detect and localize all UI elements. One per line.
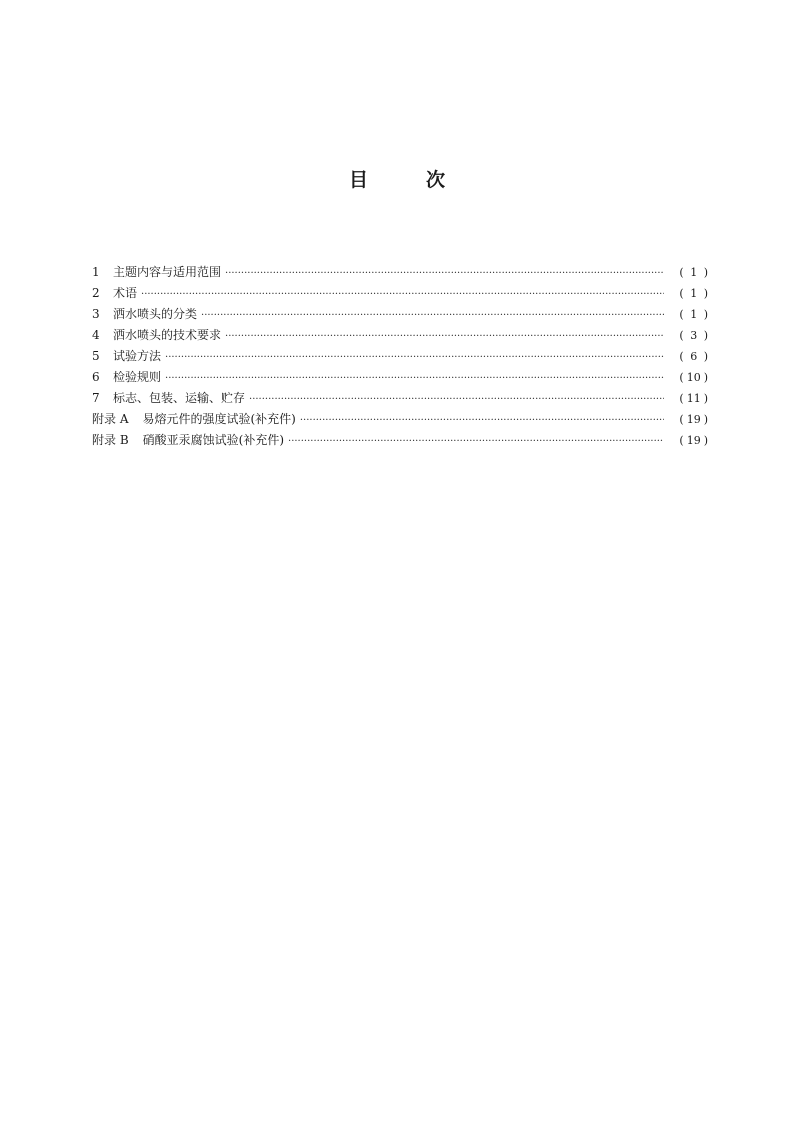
toc-entry-number: 1	[92, 265, 100, 279]
toc-leader-dots	[225, 263, 664, 284]
toc-entry-page: ( 1 )	[679, 266, 708, 279]
toc-entry-title: 洒水喷头的技术要求	[113, 328, 222, 342]
toc-entry-title: 主题内容与适用范围	[113, 265, 222, 279]
toc-entry[interactable]	[92, 409, 708, 430]
toc-entry-page: ( 11 )	[679, 392, 708, 405]
toc-entry-number: 7	[92, 391, 100, 405]
toc-entry-number: 3	[92, 307, 100, 321]
toc-leader-dots	[141, 284, 664, 305]
toc-leader-dots	[288, 431, 664, 452]
toc-entry-number: 4	[92, 328, 100, 342]
toc-entry-page: ( 19 )	[679, 434, 708, 447]
toc-leader-dots	[300, 410, 664, 431]
toc-entry-number: 附录 B	[92, 433, 129, 447]
toc-entry-title: 试验方法	[113, 349, 162, 363]
table-of-contents	[92, 262, 708, 451]
toc-entry-title: 洒水喷头的分类	[113, 307, 198, 321]
title-char-1: 目	[348, 169, 368, 191]
toc-leader-dots	[249, 389, 664, 410]
toc-entry-title: 术语	[113, 286, 138, 300]
toc-entry-page: ( 1 )	[679, 308, 708, 321]
toc-entry-number: 附录 A	[92, 412, 129, 426]
title-char-2: 次	[426, 169, 446, 191]
toc-leader-dots	[201, 305, 664, 326]
toc-entry-page: ( 10 )	[679, 371, 708, 384]
toc-entry-number: 2	[92, 286, 100, 300]
toc-entry-number: 6	[92, 370, 100, 384]
toc-leader-dots	[225, 326, 664, 347]
toc-entry[interactable]	[92, 367, 708, 388]
toc-entry-title: 易熔元件的强度试验(补充件)	[142, 412, 296, 426]
toc-entry[interactable]	[92, 283, 708, 304]
toc-entry[interactable]	[92, 430, 708, 451]
toc-entry-page: ( 6 )	[679, 350, 708, 363]
toc-entry-title: 检验规则	[113, 370, 162, 384]
toc-entry-number: 5	[92, 349, 100, 363]
toc-entry[interactable]	[92, 262, 708, 283]
toc-entry[interactable]	[92, 346, 708, 367]
toc-leader-dots	[165, 368, 664, 389]
toc-entry-page: ( 1 )	[679, 287, 708, 300]
toc-entry-page: ( 19 )	[679, 413, 708, 426]
toc-entry-page: ( 3 )	[679, 329, 708, 342]
page-title	[0, 168, 794, 192]
toc-leader-dots	[165, 347, 664, 368]
toc-entry[interactable]	[92, 388, 708, 409]
toc-entry[interactable]	[92, 304, 708, 325]
toc-entry-title: 硝酸亚汞腐蚀试验(补充件)	[142, 433, 285, 447]
toc-entry-title: 标志、包装、运输、贮存	[113, 391, 246, 405]
toc-entry[interactable]	[92, 325, 708, 346]
